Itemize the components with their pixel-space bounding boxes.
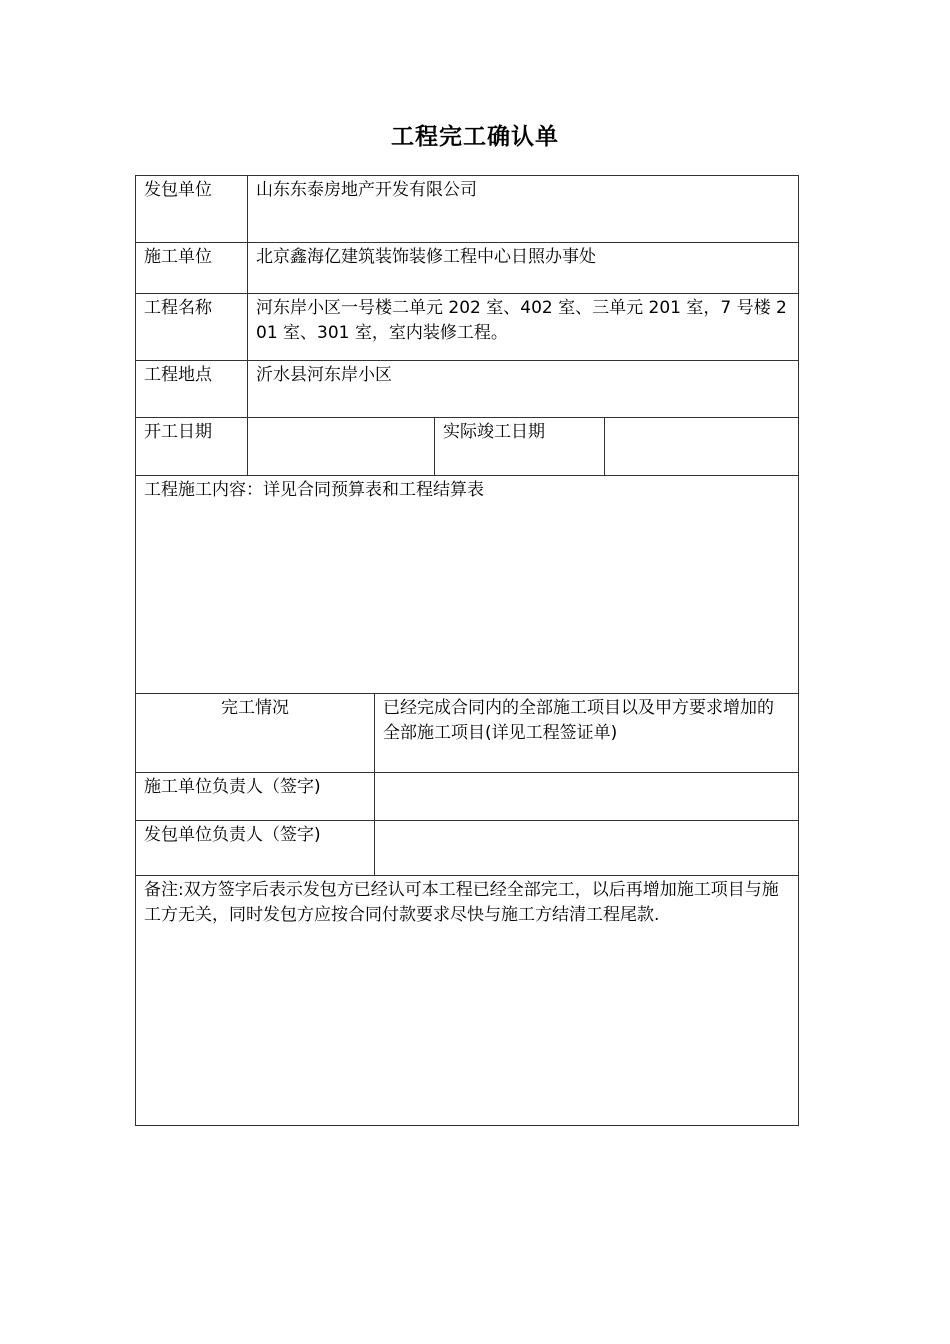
project-name-label: 工程名称 bbox=[136, 294, 248, 361]
row-completion bbox=[136, 694, 799, 773]
row-remarks bbox=[136, 876, 799, 1126]
start-date-label: 开工日期 bbox=[136, 418, 248, 476]
completion-value: 已经完成合同内的全部施工项目以及甲方要求增加的全部施工项目(详见工程签证单) bbox=[375, 694, 799, 773]
employer-sign-label: 发包单位负责人（签字) bbox=[136, 821, 375, 876]
row-dates bbox=[136, 418, 799, 476]
employer-sign-value[interactable] bbox=[375, 821, 799, 876]
construction-content: 工程施工内容：详见合同预算表和工程结算表 bbox=[136, 476, 799, 694]
employer-value: 山东东泰房地产开发有限公司 bbox=[248, 176, 799, 243]
row-employer-sign bbox=[136, 821, 799, 876]
completion-form-table bbox=[135, 175, 799, 1126]
employer-label: 发包单位 bbox=[136, 176, 248, 243]
finish-date-value[interactable] bbox=[605, 418, 799, 476]
row-employer bbox=[136, 176, 799, 243]
project-location-label: 工程地点 bbox=[136, 361, 248, 418]
row-contractor-sign bbox=[136, 773, 799, 821]
row-project-location bbox=[136, 361, 799, 418]
contractor-sign-value[interactable] bbox=[375, 773, 799, 821]
start-date-value[interactable] bbox=[248, 418, 435, 476]
document-title: 工程完工确认单 bbox=[391, 124, 559, 150]
contractor-value: 北京鑫海亿建筑装饰装修工程中心日照办事处 bbox=[248, 243, 799, 294]
project-name-value: 河东岸小区一号楼二单元 202 室、402 室、三单元 201 室，7 号楼 201 室、301 室，室内装修工程。 bbox=[248, 294, 799, 361]
remarks-text: 备注:双方签字后表示发包方已经认可本工程已经全部完工，以后再增加施工项目与施工方无关，同时发包方应按合同付款要求尽快与施工方结清工程尾款. bbox=[136, 876, 799, 1126]
project-location-value: 沂水县河东岸小区 bbox=[248, 361, 799, 418]
completion-label: 完工情况 bbox=[136, 694, 375, 773]
row-contractor bbox=[136, 243, 799, 294]
contractor-sign-label: 施工单位负责人（签字) bbox=[136, 773, 375, 821]
contractor-label: 施工单位 bbox=[136, 243, 248, 294]
row-project-name bbox=[136, 294, 799, 361]
row-content bbox=[136, 476, 799, 694]
finish-date-label: 实际竣工日期 bbox=[435, 418, 605, 476]
